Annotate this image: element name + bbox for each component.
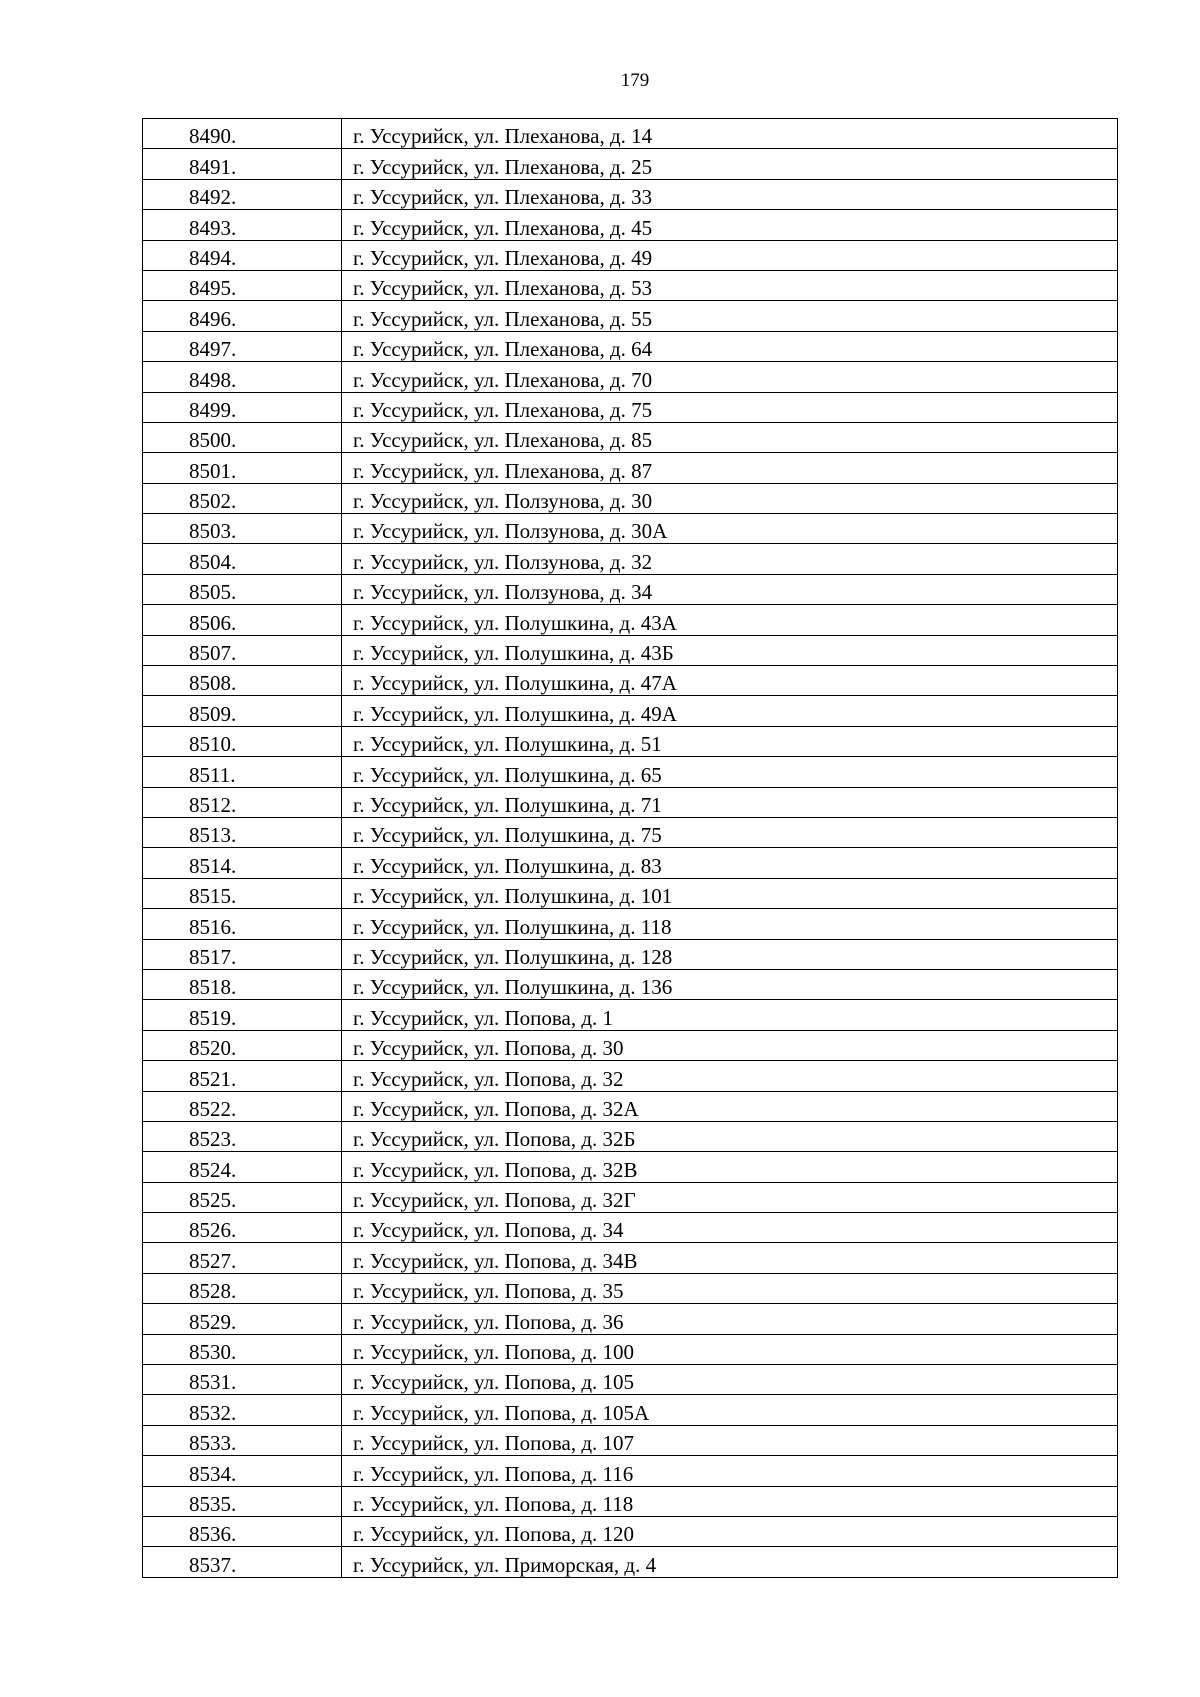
row-number-cell: 8491. — [143, 149, 342, 179]
address-cell: г. Уссурийск, ул. Попова, д. 120 — [342, 1516, 1118, 1546]
row-number-cell: 8520. — [143, 1030, 342, 1060]
table-row — [143, 969, 1118, 999]
row-number-cell: 8515. — [143, 878, 342, 908]
row-number-cell: 8500. — [143, 422, 342, 452]
address-cell: г. Уссурийск, ул. Полушкина, д. 49А — [342, 696, 1118, 726]
row-number-cell: 8528. — [143, 1273, 342, 1303]
address-cell: г. Уссурийск, ул. Попова, д. 116 — [342, 1456, 1118, 1486]
row-number-cell: 8506. — [143, 605, 342, 635]
table-row — [143, 1152, 1118, 1182]
row-number-cell: 8534. — [143, 1456, 342, 1486]
row-number-cell: 8493. — [143, 210, 342, 240]
table-row — [143, 301, 1118, 331]
row-number-cell: 8510. — [143, 726, 342, 756]
row-number-cell: 8522. — [143, 1091, 342, 1121]
row-number-cell: 8521. — [143, 1061, 342, 1091]
row-number-cell: 8525. — [143, 1182, 342, 1212]
table-row — [143, 514, 1118, 544]
address-cell: г. Уссурийск, ул. Плеханова, д. 14 — [342, 119, 1118, 149]
address-cell: г. Уссурийск, ул. Полушкина, д. 71 — [342, 787, 1118, 817]
table-row — [143, 605, 1118, 635]
address-cell: г. Уссурийск, ул. Плеханова, д. 85 — [342, 422, 1118, 452]
address-cell: г. Уссурийск, ул. Попова, д. 118 — [342, 1486, 1118, 1516]
address-cell: г. Уссурийск, ул. Ползунова, д. 32 — [342, 544, 1118, 574]
row-number-cell: 8505. — [143, 574, 342, 604]
table-row — [143, 1243, 1118, 1273]
table-row — [143, 1425, 1118, 1455]
address-cell: г. Уссурийск, ул. Ползунова, д. 30А — [342, 514, 1118, 544]
table-row — [143, 422, 1118, 452]
table-row — [143, 362, 1118, 392]
address-cell: г. Уссурийск, ул. Полушкина, д. 65 — [342, 757, 1118, 787]
row-number-cell: 8499. — [143, 392, 342, 422]
table-row — [143, 1030, 1118, 1060]
address-cell: г. Уссурийск, ул. Попова, д. 100 — [342, 1334, 1118, 1364]
address-cell: г. Уссурийск, ул. Попова, д. 1 — [342, 1000, 1118, 1030]
address-cell: г. Уссурийск, ул. Попова, д. 32А — [342, 1091, 1118, 1121]
row-number-cell: 8501. — [143, 453, 342, 483]
row-number-cell: 8507. — [143, 635, 342, 665]
address-cell: г. Уссурийск, ул. Плеханова, д. 55 — [342, 301, 1118, 331]
table-row — [143, 1486, 1118, 1516]
row-number-cell: 8532. — [143, 1395, 342, 1425]
address-table — [142, 118, 1118, 1578]
address-cell: г. Уссурийск, ул. Полушкина, д. 47А — [342, 666, 1118, 696]
address-cell: г. Уссурийск, ул. Попова, д. 35 — [342, 1273, 1118, 1303]
address-cell: г. Уссурийск, ул. Полушкина, д. 43А — [342, 605, 1118, 635]
address-cell: г. Уссурийск, ул. Полушкина, д. 101 — [342, 878, 1118, 908]
table-row — [143, 210, 1118, 240]
row-number-cell: 8512. — [143, 787, 342, 817]
table-row — [143, 331, 1118, 361]
row-number-cell: 8497. — [143, 331, 342, 361]
row-number-cell: 8511. — [143, 757, 342, 787]
page-number: 179 — [620, 70, 650, 91]
row-number-cell: 8527. — [143, 1243, 342, 1273]
address-cell: г. Уссурийск, ул. Полушкина, д. 118 — [342, 909, 1118, 939]
address-cell: г. Уссурийск, ул. Плеханова, д. 33 — [342, 179, 1118, 209]
row-number-cell: 8504. — [143, 544, 342, 574]
address-cell: г. Уссурийск, ул. Попова, д. 34 — [342, 1213, 1118, 1243]
address-cell: г. Уссурийск, ул. Плеханова, д. 53 — [342, 270, 1118, 300]
address-cell: г. Уссурийск, ул. Попова, д. 32Г — [342, 1182, 1118, 1212]
address-cell: г. Уссурийск, ул. Плеханова, д. 70 — [342, 362, 1118, 392]
address-cell: г. Уссурийск, ул. Полушкина, д. 128 — [342, 939, 1118, 969]
row-number-cell: 8502. — [143, 483, 342, 513]
row-number-cell: 8495. — [143, 270, 342, 300]
address-cell: г. Уссурийск, ул. Попова, д. 36 — [342, 1304, 1118, 1334]
address-cell: г. Уссурийск, ул. Плеханова, д. 49 — [342, 240, 1118, 270]
address-cell: г. Уссурийск, ул. Попова, д. 105А — [342, 1395, 1118, 1425]
address-cell: г. Уссурийск, ул. Попова, д. 107 — [342, 1425, 1118, 1455]
table-row — [143, 119, 1118, 149]
address-cell: г. Уссурийск, ул. Полушкина, д. 51 — [342, 726, 1118, 756]
address-cell: г. Уссурийск, ул. Плеханова, д. 75 — [342, 392, 1118, 422]
table-row — [143, 1213, 1118, 1243]
row-number-cell: 8523. — [143, 1121, 342, 1151]
address-cell: г. Уссурийск, ул. Приморская, д. 4 — [342, 1547, 1118, 1577]
row-number-cell: 8537. — [143, 1547, 342, 1577]
address-cell: г. Уссурийск, ул. Попова, д. 32Б — [342, 1121, 1118, 1151]
table-row — [143, 787, 1118, 817]
row-number-cell: 8535. — [143, 1486, 342, 1516]
table-row — [143, 878, 1118, 908]
address-cell: г. Уссурийск, ул. Полушкина, д. 43Б — [342, 635, 1118, 665]
row-number-cell: 8514. — [143, 848, 342, 878]
table-row — [143, 848, 1118, 878]
table-row — [143, 1091, 1118, 1121]
table-row — [143, 392, 1118, 422]
row-number-cell: 8492. — [143, 179, 342, 209]
row-number-cell: 8516. — [143, 909, 342, 939]
table-row — [143, 1516, 1118, 1546]
row-number-cell: 8513. — [143, 817, 342, 847]
table-row — [143, 939, 1118, 969]
table-row — [143, 635, 1118, 665]
table-row — [143, 1334, 1118, 1364]
row-number-cell: 8508. — [143, 666, 342, 696]
address-cell: г. Уссурийск, ул. Ползунова, д. 34 — [342, 574, 1118, 604]
table-row — [143, 1000, 1118, 1030]
row-number-cell: 8524. — [143, 1152, 342, 1182]
table-row — [143, 483, 1118, 513]
address-cell: г. Уссурийск, ул. Ползунова, д. 30 — [342, 483, 1118, 513]
row-number-cell: 8526. — [143, 1213, 342, 1243]
table-row — [143, 1365, 1118, 1395]
row-number-cell: 8517. — [143, 939, 342, 969]
table-row — [143, 574, 1118, 604]
row-number-cell: 8490. — [143, 119, 342, 149]
table-row — [143, 453, 1118, 483]
table-row — [143, 544, 1118, 574]
row-number-cell: 8519. — [143, 1000, 342, 1030]
table-row — [143, 1456, 1118, 1486]
address-cell: г. Уссурийск, ул. Полушкина, д. 83 — [342, 848, 1118, 878]
address-cell: г. Уссурийск, ул. Попова, д. 34В — [342, 1243, 1118, 1273]
table-row — [143, 149, 1118, 179]
address-cell: г. Уссурийск, ул. Полушкина, д. 136 — [342, 969, 1118, 999]
table-row — [143, 1182, 1118, 1212]
row-number-cell: 8518. — [143, 969, 342, 999]
table-row — [143, 1121, 1118, 1151]
address-cell: г. Уссурийск, ул. Плеханова, д. 64 — [342, 331, 1118, 361]
table-row — [143, 1304, 1118, 1334]
table-row — [143, 909, 1118, 939]
row-number-cell: 8533. — [143, 1425, 342, 1455]
row-number-cell: 8503. — [143, 514, 342, 544]
table-row — [143, 666, 1118, 696]
row-number-cell: 8509. — [143, 696, 342, 726]
row-number-cell: 8498. — [143, 362, 342, 392]
table-row — [143, 240, 1118, 270]
row-number-cell: 8494. — [143, 240, 342, 270]
table-row — [143, 696, 1118, 726]
address-cell: г. Уссурийск, ул. Плеханова, д. 25 — [342, 149, 1118, 179]
table-row — [143, 757, 1118, 787]
row-number-cell: 8496. — [143, 301, 342, 331]
table-row — [143, 179, 1118, 209]
address-cell: г. Уссурийск, ул. Плеханова, д. 87 — [342, 453, 1118, 483]
row-number-cell: 8529. — [143, 1304, 342, 1334]
table-row — [143, 817, 1118, 847]
address-cell: г. Уссурийск, ул. Попова, д. 30 — [342, 1030, 1118, 1060]
address-cell: г. Уссурийск, ул. Плеханова, д. 45 — [342, 210, 1118, 240]
table-row — [143, 1395, 1118, 1425]
table-row — [143, 726, 1118, 756]
address-cell: г. Уссурийск, ул. Попова, д. 32В — [342, 1152, 1118, 1182]
address-cell: г. Уссурийск, ул. Полушкина, д. 75 — [342, 817, 1118, 847]
row-number-cell: 8536. — [143, 1516, 342, 1546]
row-number-cell: 8530. — [143, 1334, 342, 1364]
table-row — [143, 270, 1118, 300]
address-cell: г. Уссурийск, ул. Попова, д. 105 — [342, 1365, 1118, 1395]
table-row — [143, 1061, 1118, 1091]
address-cell: г. Уссурийск, ул. Попова, д. 32 — [342, 1061, 1118, 1091]
table-row — [143, 1273, 1118, 1303]
address-table-body — [143, 119, 1118, 1578]
table-row — [143, 1547, 1118, 1577]
row-number-cell: 8531. — [143, 1365, 342, 1395]
